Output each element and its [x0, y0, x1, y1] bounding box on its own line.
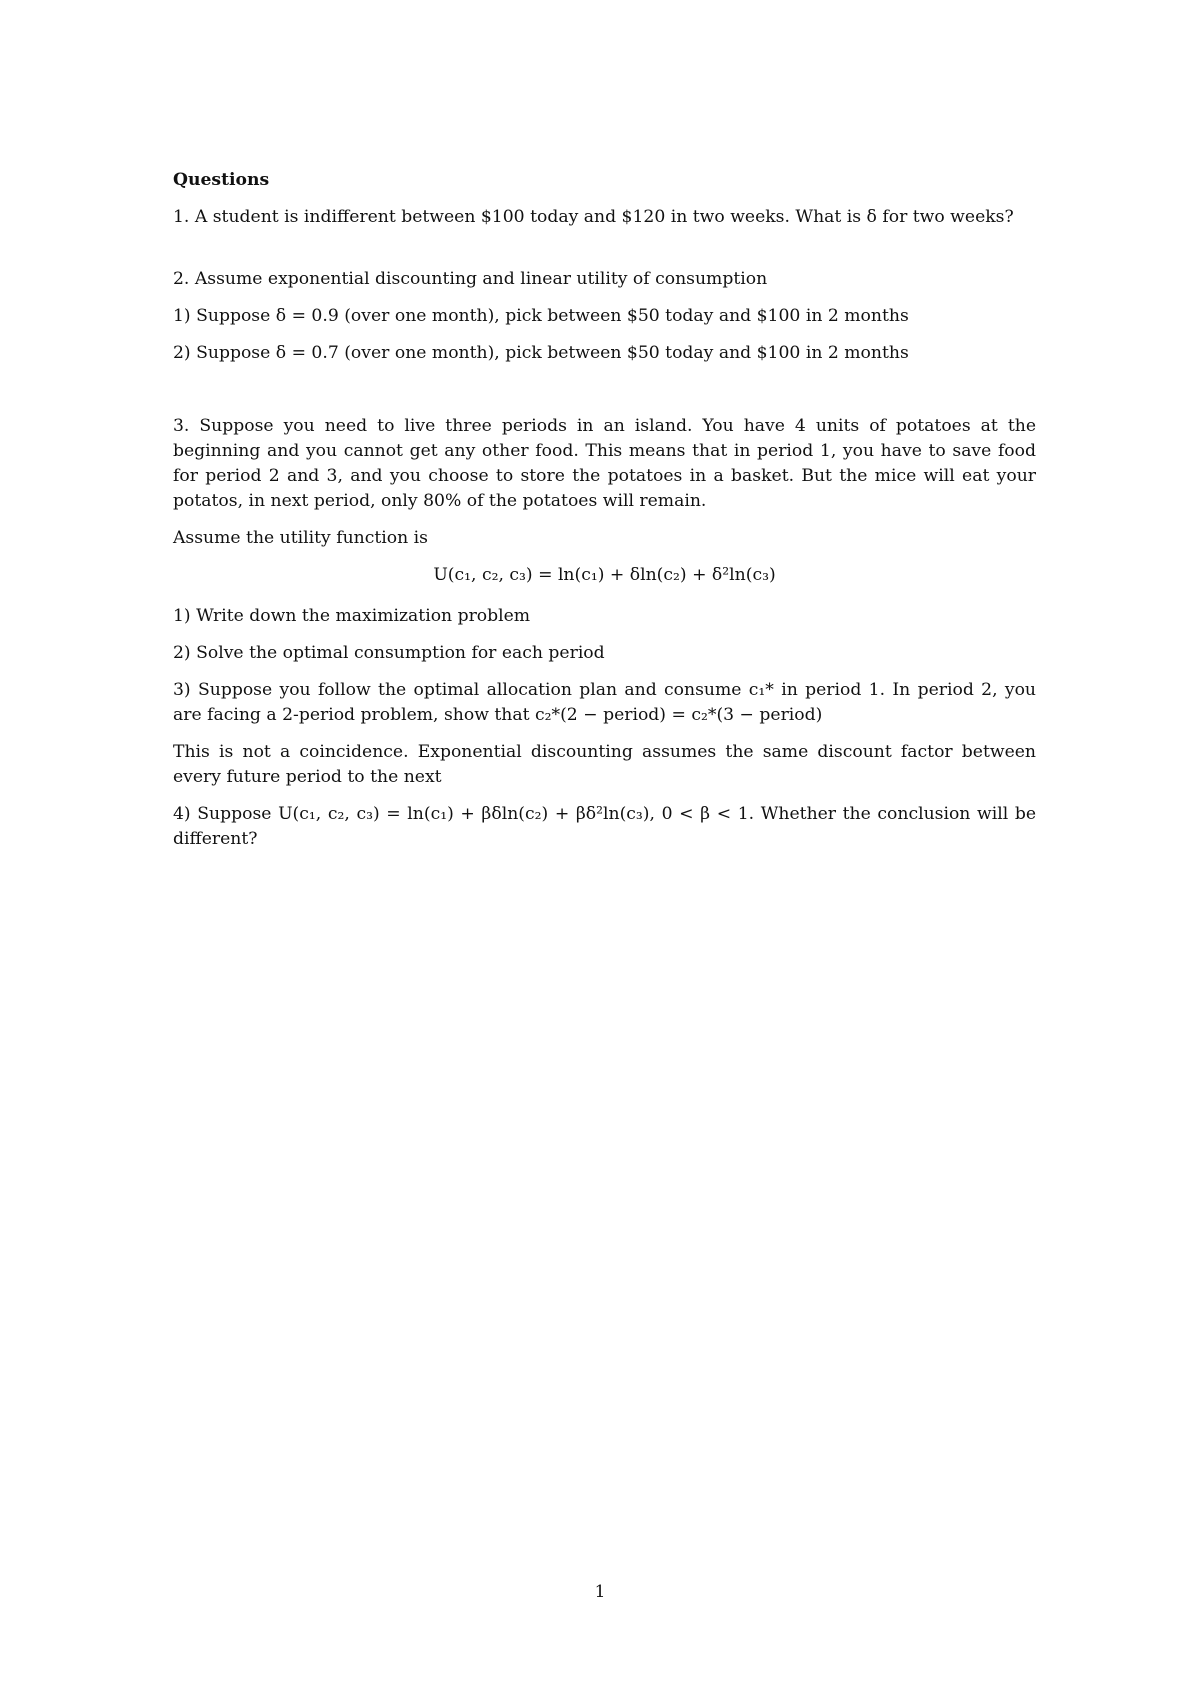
coincidence-note: This is not a coincidence. Exponential discounting assumes the same discount factor between every future period to the next — [173, 742, 1036, 787]
question-2-part-1: 1) Suppose δ = 0.9 (over one month), pick between $50 today and $100 in 2 months — [173, 306, 909, 326]
question-3-part-1: 1) Write down the maximization problem — [173, 606, 531, 626]
spacer — [173, 242, 1036, 267]
question-2-part-2: 2) Suppose δ = 0.7 (over one month), pick between $50 today and $100 in 2 months — [173, 343, 909, 363]
document-body — [173, 168, 1036, 864]
section-heading: Questions — [173, 170, 270, 190]
question-2-intro: 2. Assume exponential discounting and linear utility of consumption — [173, 269, 768, 289]
page-number: 1 — [594, 1582, 606, 1602]
utility-intro: Assume the utility function is — [173, 528, 428, 548]
utility-equation: U(c₁, c₂, c₃) = ln(c₁) + δln(c₂) + δ²ln(c₃) — [433, 565, 776, 585]
question-3-intro: 3. Suppose you need to live three periods in an island. You have 4 units of potatoes at the beginning and you cannot get any other food. This means that in period 1, you have to save food for period 2 and 3, and you choose to store the potatoes in a basket. But the mice will eat your potatos, in next period, only 80% of the potatoes will remain. — [173, 416, 1036, 511]
spacer — [173, 378, 1036, 414]
question-3-part-3: 3) Suppose you follow the optimal allocation plan and consume c₁* in period 1. In period 2, you are facing a 2-period problem, show that c₂*(2 − period) = c₂*(3 − period) — [173, 680, 1036, 725]
question-3-part-2: 2) Solve the optimal consumption for each period — [173, 643, 605, 663]
question-1: 1. A student is indifferent between $100 today and $120 in two weeks. What is δ for two weeks? — [173, 207, 1014, 227]
question-3-part-4: 4) Suppose U(c₁, c₂, c₃) = ln(c₁) + βδln(c₂) + βδ²ln(c₃), 0 < β < 1. Whether the conclusion will be different? — [173, 804, 1036, 849]
